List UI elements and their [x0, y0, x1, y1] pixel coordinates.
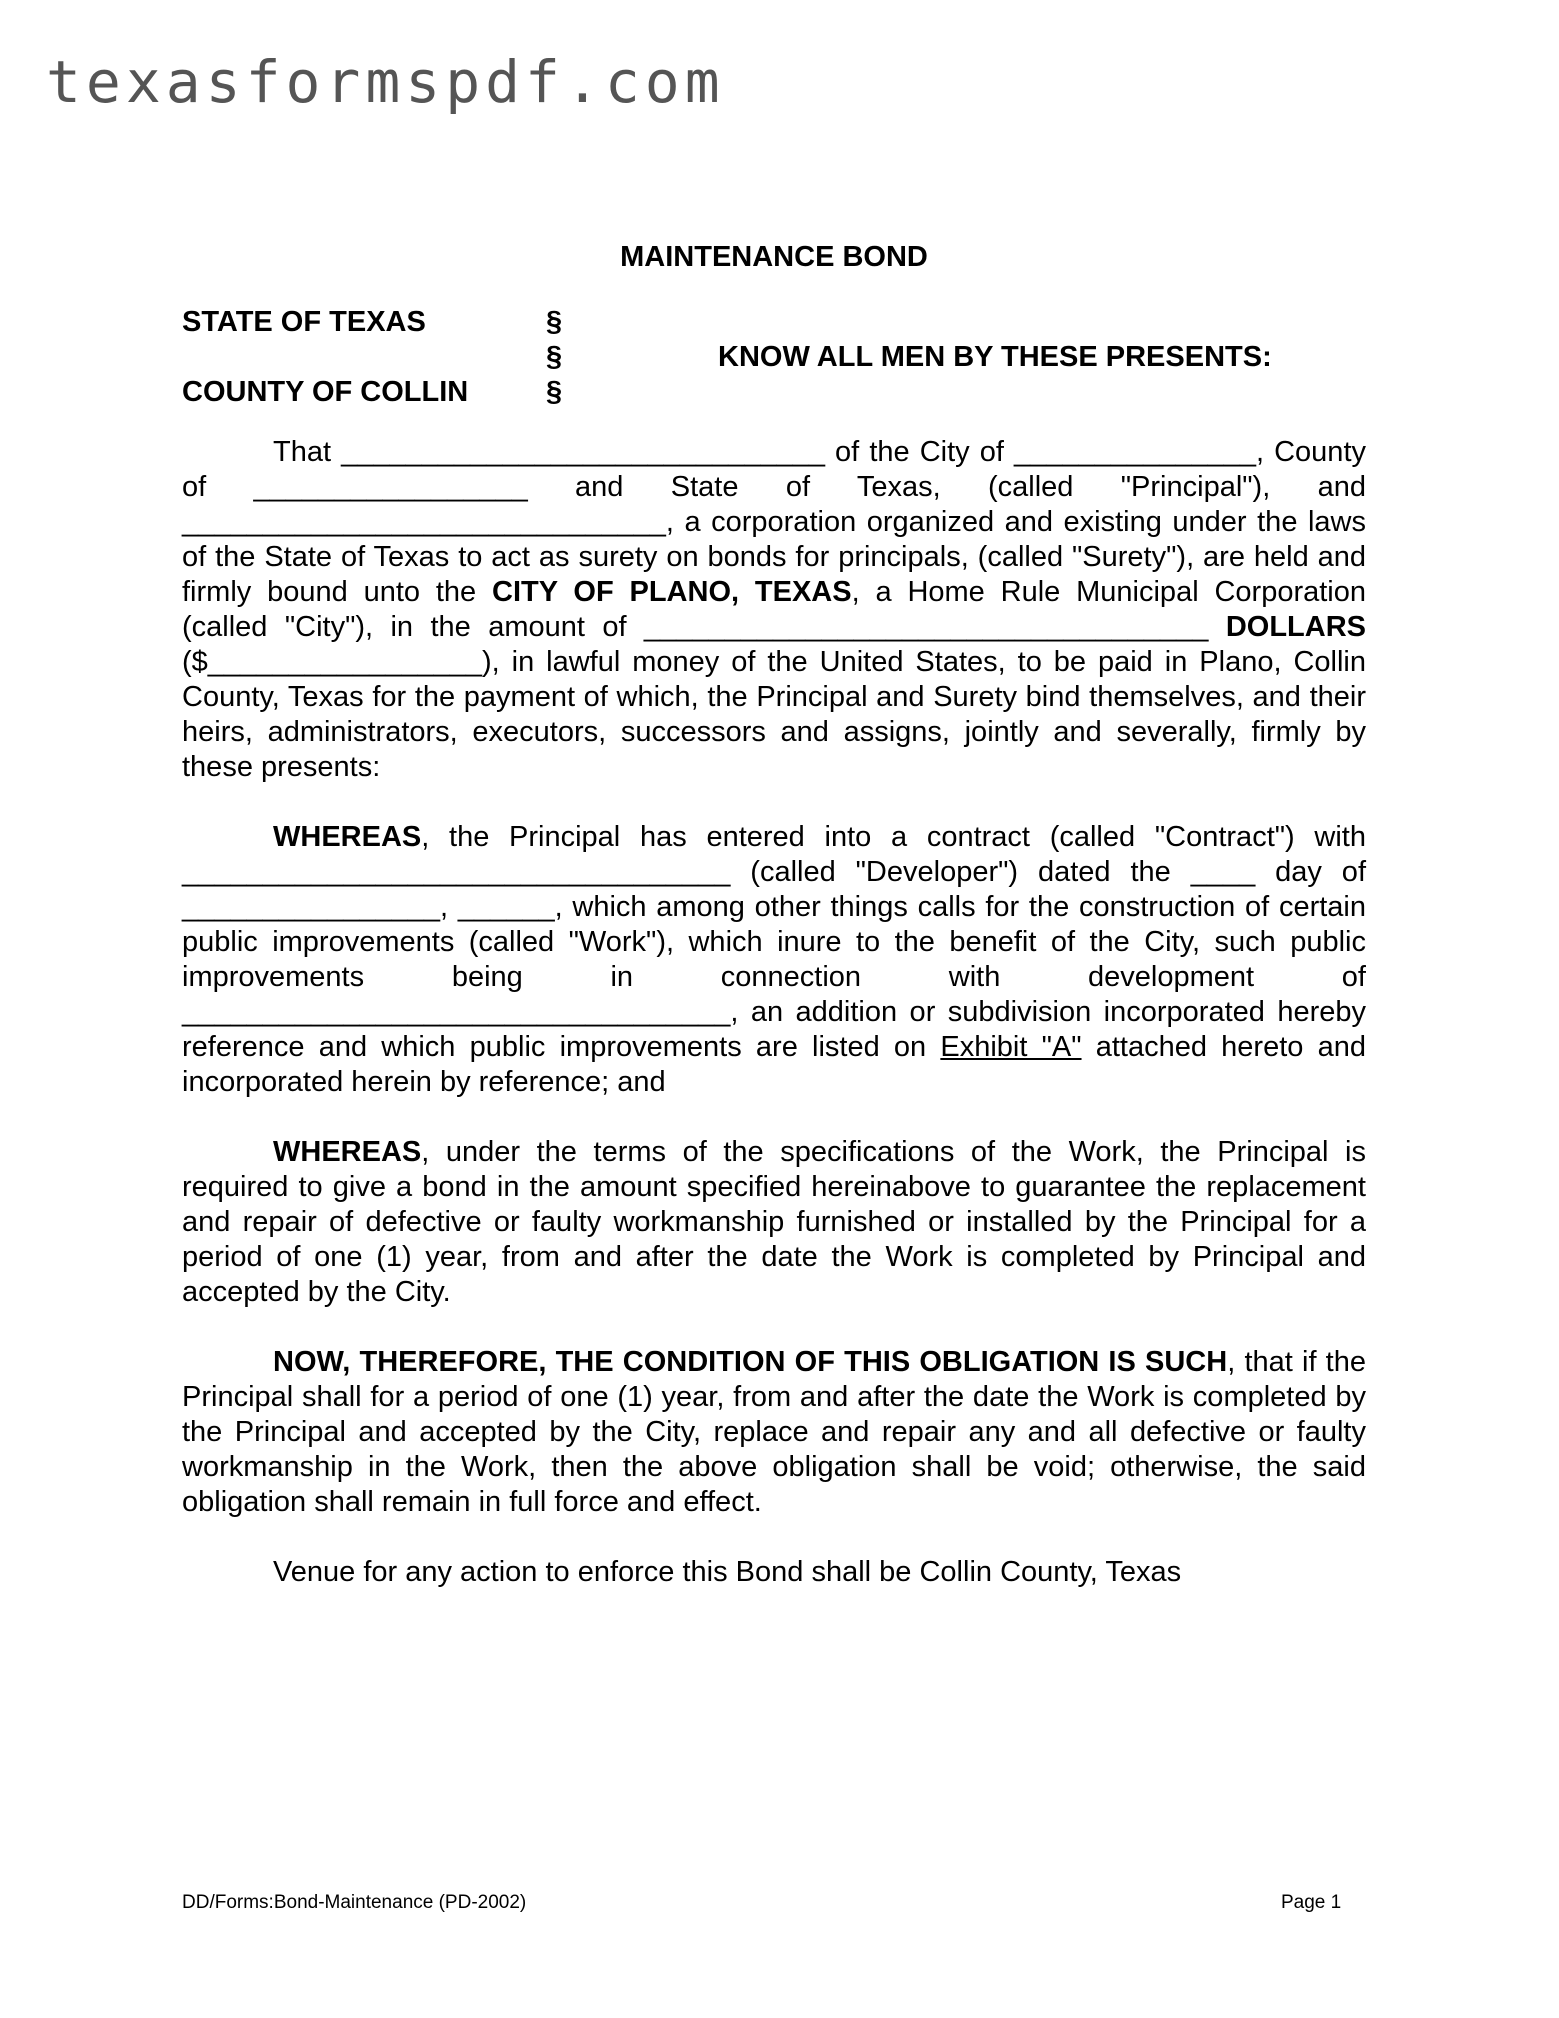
exhibit-reference: Exhibit "A" — [940, 1031, 1082, 1063]
condition-text: , that if the Principal shall for a period of one (1) year, from and after the date the Work is completed by the Principal and accepted by the City, replace and repair any and all defective or faulty workmanship in the Work, then the above obligation shall be void; otherwise, the said obligation shall remain in full force and effect. — [182, 1346, 1366, 1518]
document-title: MAINTENANCE BOND — [620, 241, 928, 273]
county-label: COUNTY OF COLLIN — [182, 376, 469, 408]
whereas-bond-text: , under the terms of the specifications of the Work, the Principal is required to give a bond in the amount specified hereinabove to guarantee the replacement and repair of defective or faulty workmanship furnished or installed by the Principal for a period of one (1) year, from and after the date the Work is completed by Principal and accepted by the City. — [182, 1136, 1366, 1308]
whereas-contract-text: , the Principal has entered into a contract (called "Contract") with __________________________________ (called "Developer") dated the ____ day of ________________, ______, which among other things calls for the construction of certain public improvements (called "Work"), which inure to the benefit of the City, such public improvements being in connection with development of __________________________________, an addition or subdivision incorporated hereby reference and which public improvements are listed on — [182, 821, 1366, 1063]
footer-page-number: Page 1 — [1281, 1892, 1342, 1913]
section-symbol: § — [546, 306, 563, 338]
paragraph-parties — [182, 435, 1366, 785]
parties-text-3: ($_________________), in lawful money of the United States, to be paid in Plano, Collin County, Texas for the payment of which, the Principal and Surety bind themselves, and their heirs, administrators, executors, successors and assigns, jointly and severally, firmly by these presents: — [182, 646, 1366, 783]
paragraph-whereas-bond — [182, 1135, 1366, 1310]
watermark: texasformspdf.com — [46, 48, 725, 116]
document-body — [182, 240, 1366, 1625]
parties-text: That ______________________________ of the City of _______________, County of _________________ and State of Texas, (called "Principal"), and ______________________________, a corporation organized and existing under the laws of the State of Texas to act as surety on bonds for principals, (called "Surety"), are held and firmly bound unto the — [182, 436, 1366, 608]
whereas-lead: WHEREAS — [273, 1136, 422, 1168]
dollars-label: DOLLARS — [1225, 611, 1366, 643]
section-symbol: § — [546, 341, 563, 373]
city-name: CITY OF PLANO, TEXAS — [492, 576, 852, 608]
footer-form-id: DD/Forms:Bond-Maintenance (PD-2002) — [182, 1892, 527, 1913]
paragraph-venue — [182, 1555, 1366, 1590]
whereas-lead: WHEREAS — [273, 821, 422, 853]
parties-text-2: , a Home Rule Municipal Corporation (called "City"), in the amount of ___________________________________ — [182, 576, 1367, 643]
whereas-contract-text-2: attached hereto and incorporated herein by reference; and — [182, 1031, 1366, 1098]
paragraph-condition — [182, 1345, 1366, 1520]
state-label: STATE OF TEXAS — [182, 306, 426, 338]
condition-lead: NOW, THEREFORE, THE CONDITION OF THIS OBLIGATION IS SUCH — [273, 1346, 1228, 1378]
paragraph-whereas-contract — [182, 820, 1366, 1100]
venue-text: Venue for any action to enforce this Bond shall be Collin County, Texas — [273, 1556, 1182, 1588]
know-all-men-heading: KNOW ALL MEN BY THESE PRESENTS: — [718, 341, 1272, 373]
section-symbol: § — [546, 376, 563, 408]
caption-block — [182, 305, 1366, 409]
